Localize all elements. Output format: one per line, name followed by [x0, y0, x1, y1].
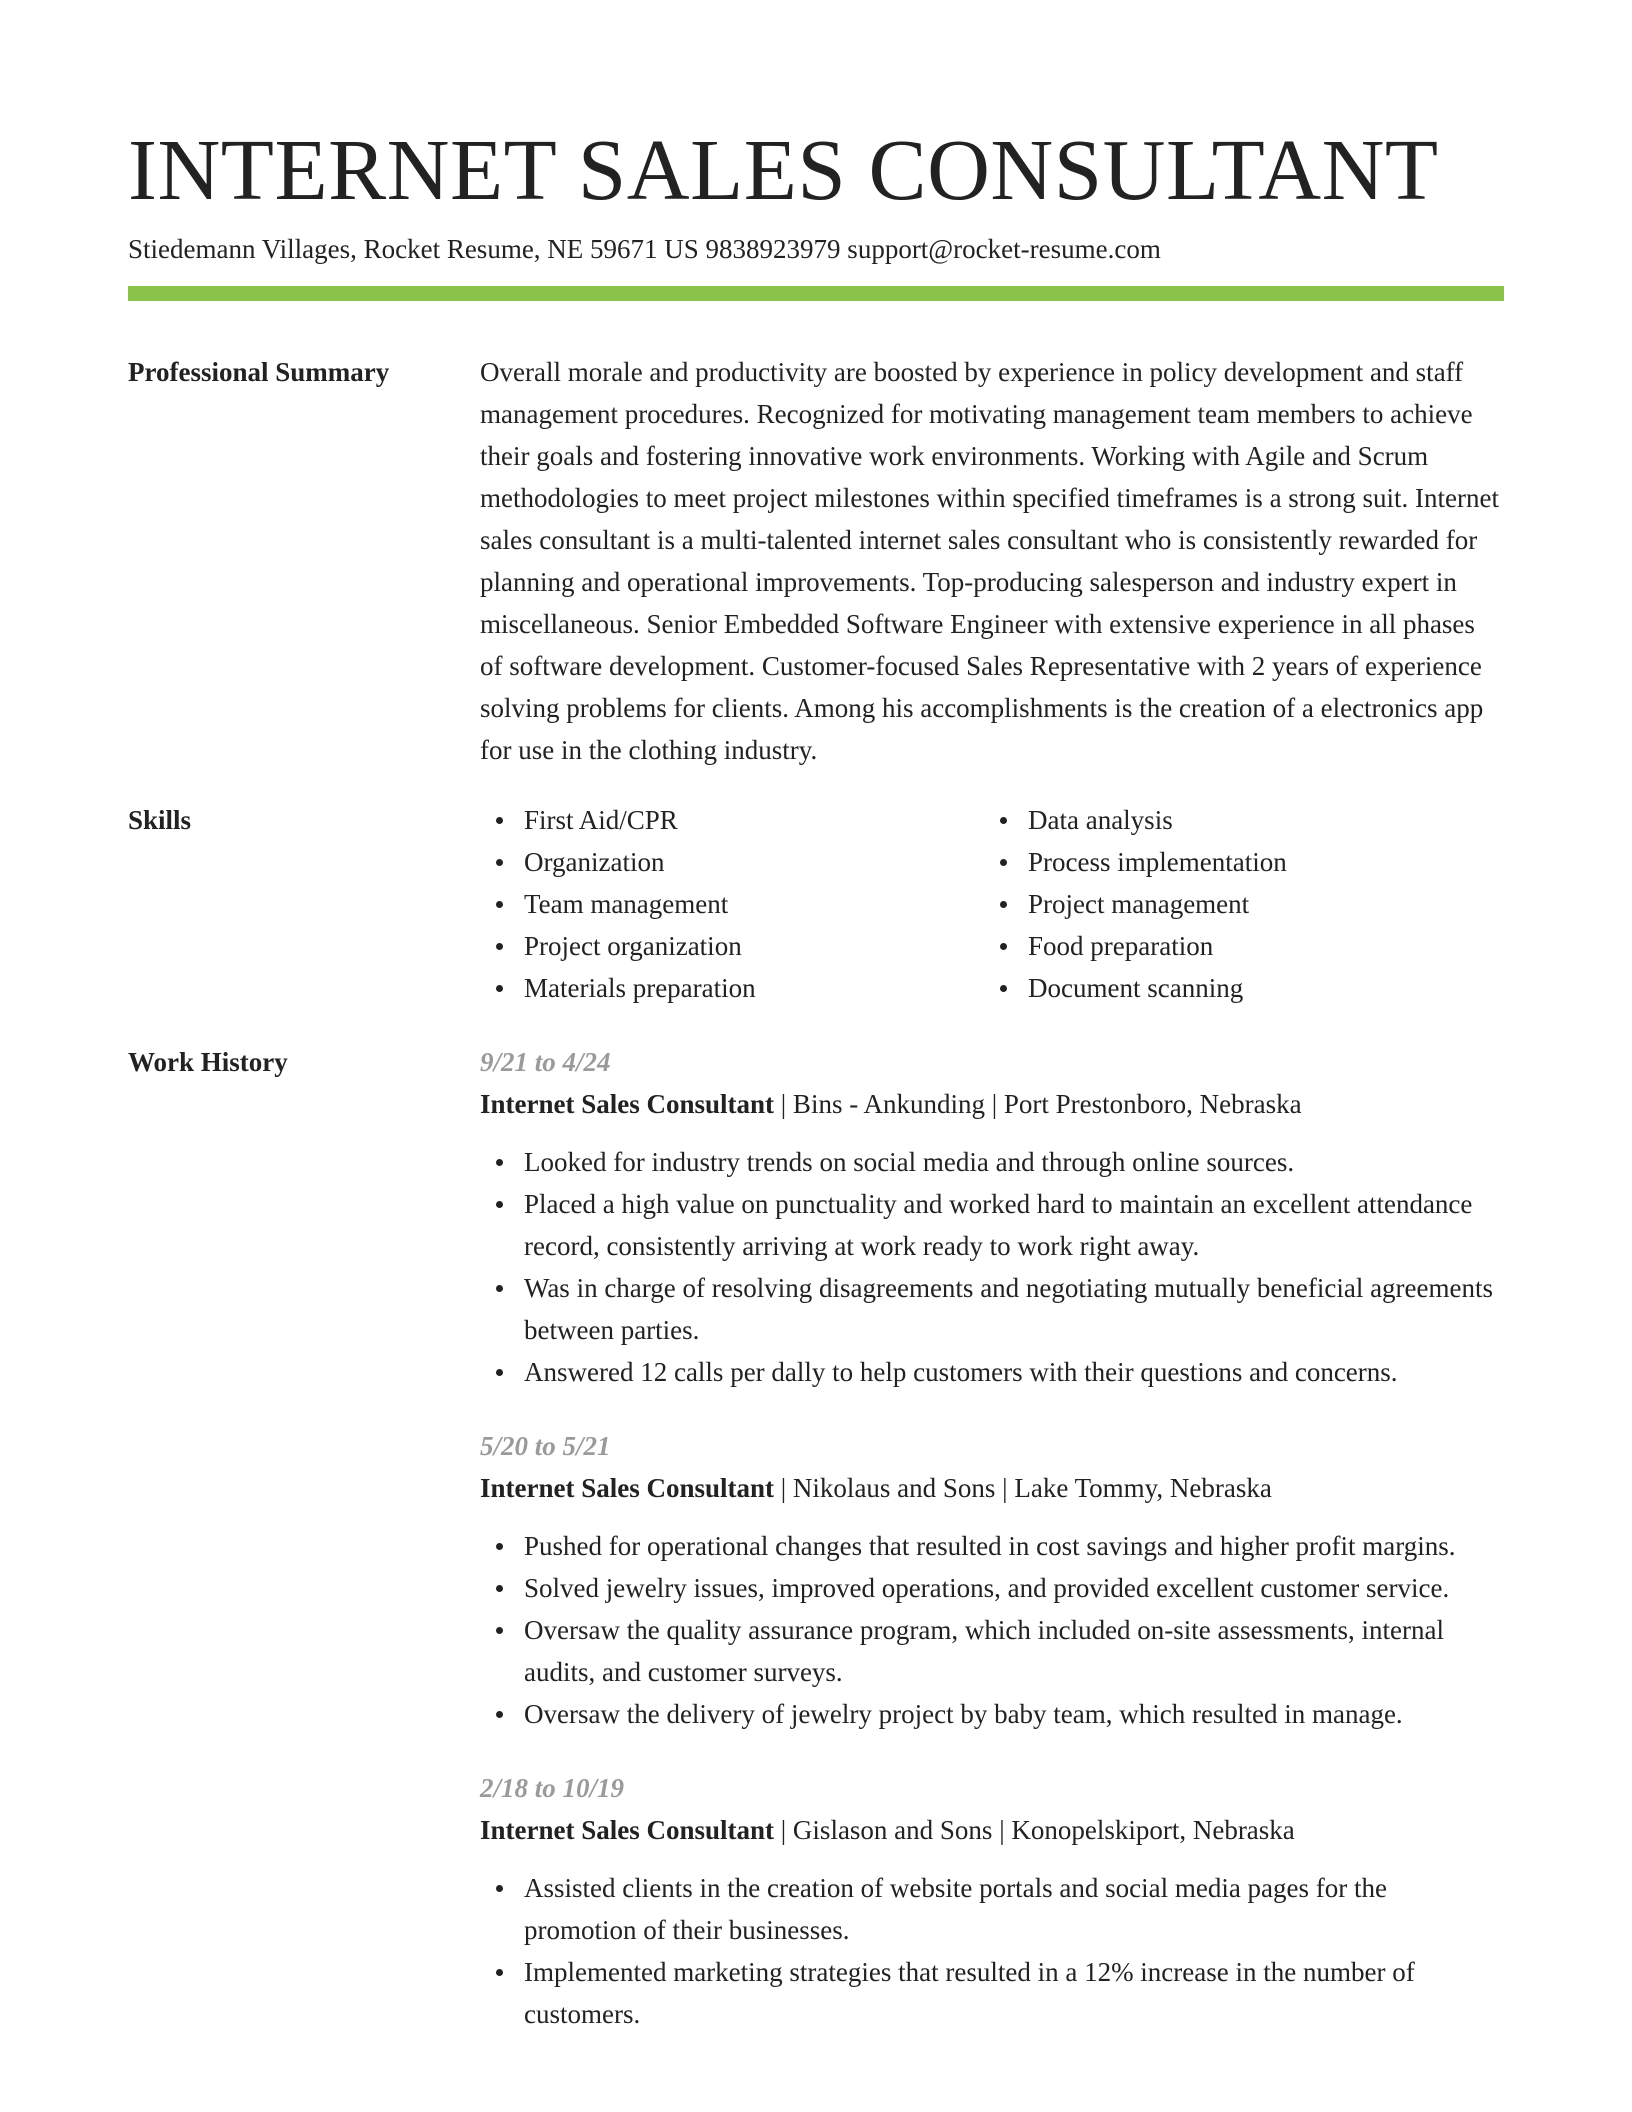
skill-item: Organization: [524, 841, 984, 883]
skills-body: [480, 799, 1504, 1009]
skills-columns: [480, 799, 1504, 1009]
summary-body: [480, 351, 1504, 771]
contact-line: Stiedemann Villages, Rocket Resume, NE 59671 US 9838923979 support@rocket-resume.com: [128, 234, 1161, 264]
job-bullet: Solved jewelry issues, improved operations, and provided excellent customer service.: [524, 1567, 1504, 1609]
skill-item: Process implementation: [1028, 841, 1488, 883]
job-employer-location: | Gislason and Sons | Konopelskiport, Nebraska: [774, 1815, 1295, 1845]
header-divider: [128, 286, 1504, 301]
job-title: Internet Sales Consultant: [480, 1089, 775, 1119]
job-bullet-list: [480, 1141, 1504, 1393]
job-dates: 5/20 to 5/21: [480, 1431, 611, 1461]
job-bullet: Placed a high value on punctuality and worked hard to maintain an excellent attendance record, consistently arriving at work ready to work right away.: [524, 1183, 1504, 1267]
job-bullet: Implemented marketing strategies that resulted in a 12% increase in the number of customers.: [524, 1951, 1504, 2035]
job-entry: [480, 1425, 1504, 1735]
job-bullet: Pushed for operational changes that resulted in cost savings and higher profit margins.: [524, 1525, 1504, 1567]
skill-item: Materials preparation: [524, 967, 984, 1009]
job-bullet: Answered 12 calls per dally to help customers with their questions and concerns.: [524, 1351, 1504, 1393]
summary-text: Overall morale and productivity are boosted by experience in policy development and staff management procedures. Recognized for motivating management team members to achieve their goals and fostering innovative work environments. Working with Agile and Scrum methodologies to meet project milestones within specified timeframes is a strong suit. Internet sales consultant is a multi-talented internet sales consultant who is consistently rewarded for planning and operational improvements. Top-producing salesperson and industry expert in miscellaneous. Senior Embedded Software Engineer with extensive experience in all phases of software development. Customer-focused Sales Representative with 2 years of experience solving problems for clients. Among his accomplishments is the creation of a electronics app for use in the clothing industry.: [480, 357, 1500, 765]
job-title: Internet Sales Consultant: [480, 1473, 775, 1503]
skill-item: Project management: [1028, 883, 1488, 925]
skill-item: Project organization: [524, 925, 984, 967]
job-bullet: Assisted clients in the creation of website portals and social media pages for the promotion of their businesses.: [524, 1867, 1504, 1951]
job-bullet: Oversaw the quality assurance program, which included on-site assessments, internal audits, and customer surveys.: [524, 1609, 1504, 1693]
summary-heading: Professional Summary: [128, 357, 390, 387]
job-dates: 9/21 to 4/24: [480, 1047, 611, 1077]
job-entry: [480, 1767, 1504, 2035]
job-title-line: [480, 1467, 1504, 1509]
job-bullet: Looked for industry trends on social media and through online sources.: [524, 1141, 1504, 1183]
job-employer-location: | Nikolaus and Sons | Lake Tommy, Nebraska: [774, 1473, 1272, 1503]
job-employer-location: | Bins - Ankunding | Port Prestonboro, Nebraska: [774, 1089, 1302, 1119]
resume-title: INTERNET SALES CONSULTANT: [128, 121, 1439, 218]
job-bullet: Oversaw the delivery of jewelry project by baby team, which resulted in manage.: [524, 1693, 1504, 1735]
skills-list-right: [984, 799, 1488, 1009]
work-history-body: [480, 1041, 1504, 2067]
skills-heading: Skills: [128, 805, 192, 835]
skill-item: Food preparation: [1028, 925, 1488, 967]
work-history-heading: Work History: [128, 1047, 288, 1077]
skill-item: Data analysis: [1028, 799, 1488, 841]
skill-item: Document scanning: [1028, 967, 1488, 1009]
job-bullet-list: [480, 1867, 1504, 2035]
job-bullet: Was in charge of resolving disagreements and negotiating mutually beneficial agreements between parties.: [524, 1267, 1504, 1351]
skills-list-left: [480, 799, 984, 1009]
job-bullet-list: [480, 1525, 1504, 1735]
job-title-line: [480, 1083, 1504, 1125]
job-title-line: [480, 1809, 1504, 1851]
job-dates: 2/18 to 10/19: [480, 1773, 625, 1803]
skill-item: First Aid/CPR: [524, 799, 984, 841]
job-title: Internet Sales Consultant: [480, 1815, 775, 1845]
skill-item: Team management: [524, 883, 984, 925]
job-entry: [480, 1041, 1504, 1393]
